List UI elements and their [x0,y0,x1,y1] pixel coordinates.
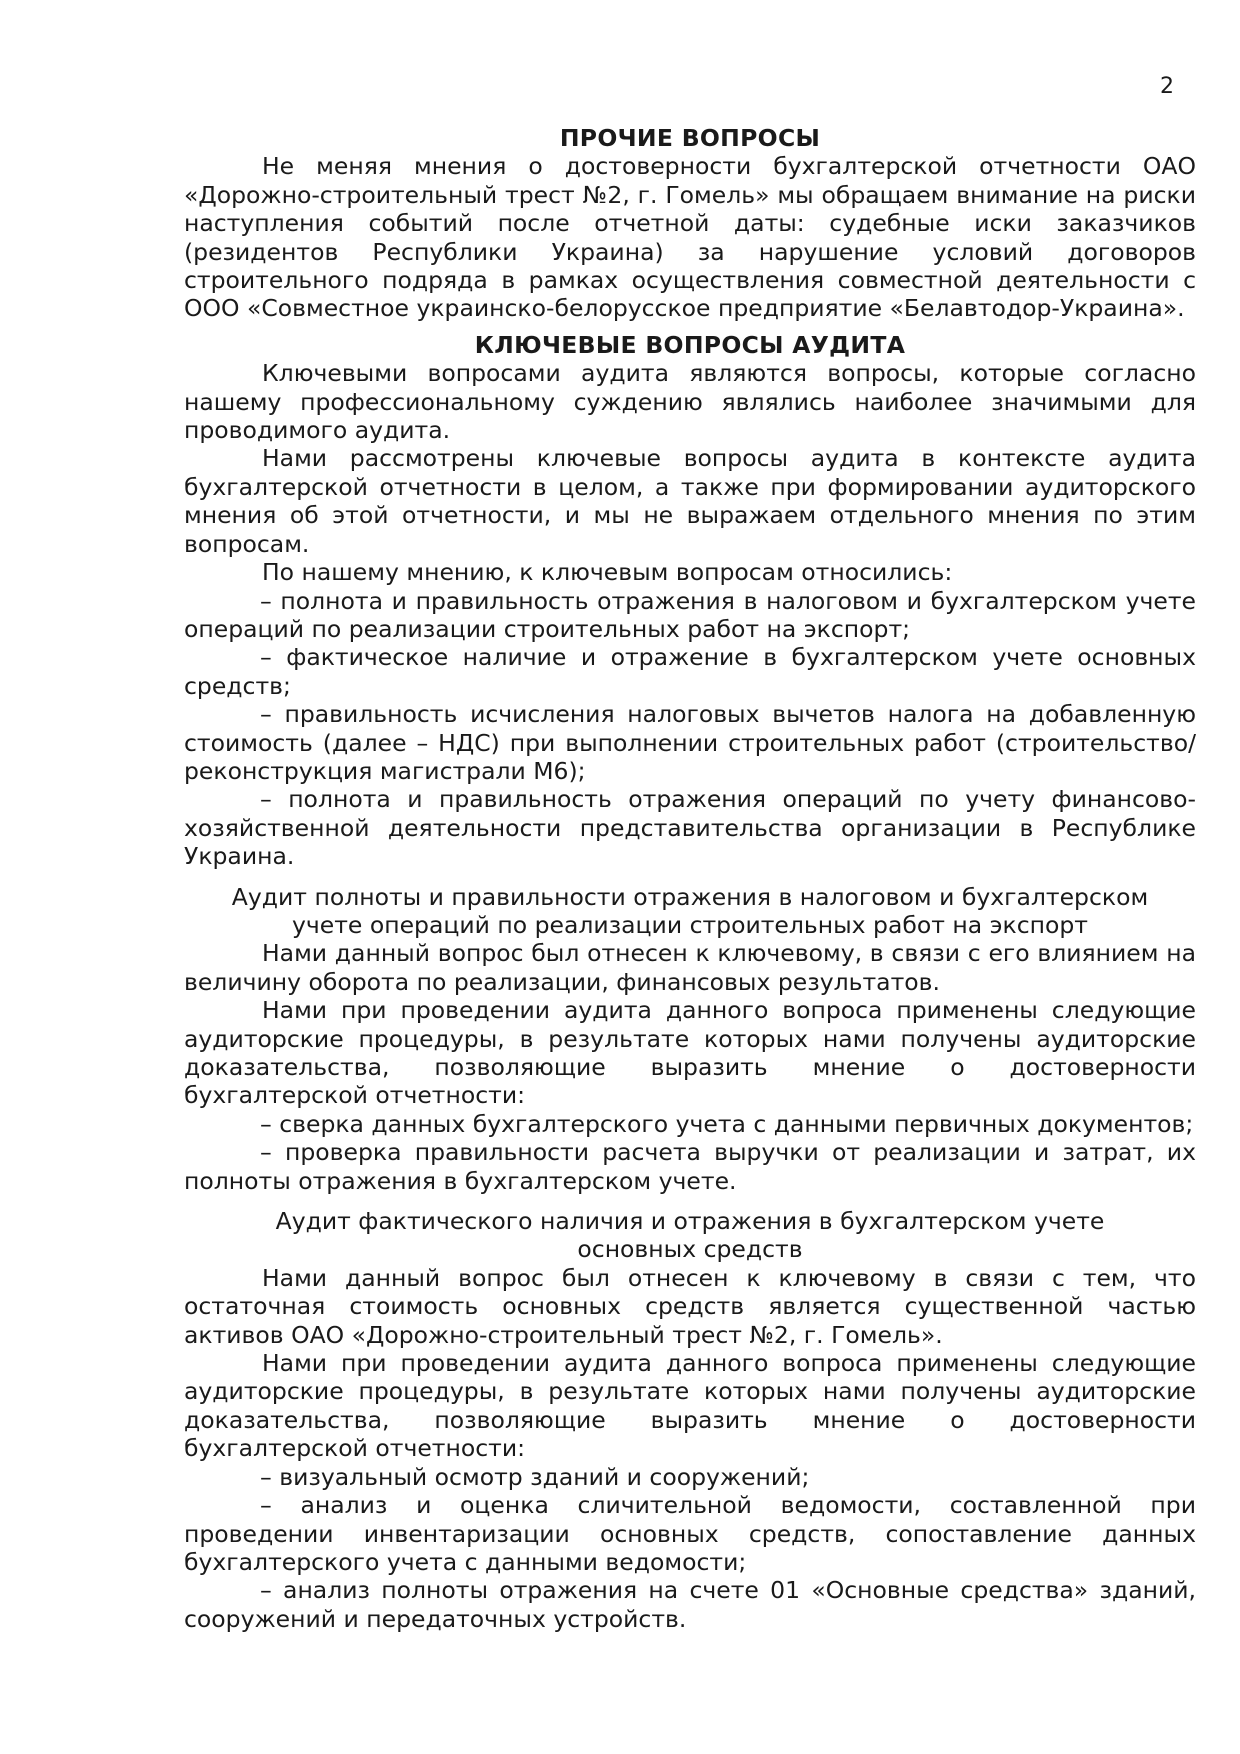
list-item: – правильность исчисления налоговых вычетов налога на добавленную стоимость (далее – НДС) при выполнении строительных работ (строительство/реконструкция магистрали М6); [184,700,1196,785]
paragraph: Не меняя мнения о достоверности бухгалтерской отчетности ОАО «Дорожно-строительный трест №2, г. Гомель» мы обращаем внимание на риски наступления событий после отчетной даты: судебные иски заказчиков (резидентов Республики Украина) за нарушение условий договоров строительного подряда в рамках осуществления совместной деятельности с ООО «Совместное украинско-белорусское предприятие «Белавтодор-Украина». [184,152,1196,323]
heading-line: Аудит полноты и правильности отражения в налоговом и бухгалтерском [231,882,1149,911]
list-item: – сверка данных бухгалтерского учета с данными первичных документов; [260,1109,1194,1138]
heading-line: основных средств [577,1235,803,1264]
heading-key-audit-matters: КЛЮЧЕВЫЕ ВОПРОСЫ АУДИТА [474,330,906,359]
paragraph: Нами рассмотрены ключевые вопросы аудита в контексте аудита бухгалтерской отчетности в целом, а также при формировании аудиторского мнения об этой отчетности, и мы не выражаем отдельного мнения по этим вопросам. [184,444,1196,558]
list-item: – полнота и правильность отражения операций по учету финансово-хозяйственной деятельности представительства организации в Республике Украина. [184,785,1196,871]
heading-line: учете операций по реализации строительных работ на экспорт [291,910,1089,939]
list-item: – проверка правильности расчета выручки от реализации и затрат, их полноты отражения в бухгалтерском учете. [184,1138,1196,1195]
list-item: – визуальный осмотр зданий и сооружений; [260,1462,810,1491]
list-item: – анализ и оценка сличительной ведомости, составленной при проведении инвентаризации основных средств, сопоставление данных бухгалтерского учета с данными ведомости; [184,1491,1196,1576]
heading-other-matters: ПРОЧИЕ ВОПРОСЫ [559,124,821,152]
heading-export-audit [184,883,1196,940]
document-body [184,124,1196,1633]
paragraph: Нами данный вопрос был отнесен к ключевому в связи с тем, что остаточная стоимость основных средств является существенной частью активов ОАО «Дорожно-строительный трест №2, г. Гомель». [184,1263,1196,1349]
paragraph: Нами при проведении аудита данного вопроса применены следующие аудиторские процедуры, в результате которых нами получены аудиторские доказательства, позволяющие выразить мнение о достоверности бухгалтерской отчетности: [184,996,1196,1110]
paragraph: По нашему мнению, к ключевым вопросам относились: [262,558,953,587]
list-item: – фактическое наличие и отражение в бухгалтерском учете основных средств; [184,643,1196,700]
list-item: – анализ полноты отражения на счете 01 «Основные средства» зданий, сооружений и передаточных устройств. [184,1576,1196,1633]
paragraph: Ключевыми вопросами аудита являются вопросы, которые согласно нашему профессиональному суждению являлись наиболее значимыми для проводимого аудита. [184,359,1196,445]
paragraph: Нами данный вопрос был отнесен к ключевому, в связи с его влиянием на величину оборота по реализации, финансовых результатов. [184,939,1196,996]
heading-fixed-assets-audit [184,1207,1196,1264]
paragraph: Нами при проведении аудита данного вопроса применены следующие аудиторские процедуры, в результате которых нами получены аудиторские доказательства, позволяющие выразить мнение о достоверности бухгалтерской отчетности: [184,1349,1196,1463]
heading-line: Аудит фактического наличия и отражения в бухгалтерском учете [275,1207,1105,1236]
list-item: – полнота и правильность отражения в налоговом и бухгалтерском учете операций по реализации строительных работ на экспорт; [184,586,1196,643]
page-number: 2 [1160,74,1174,99]
